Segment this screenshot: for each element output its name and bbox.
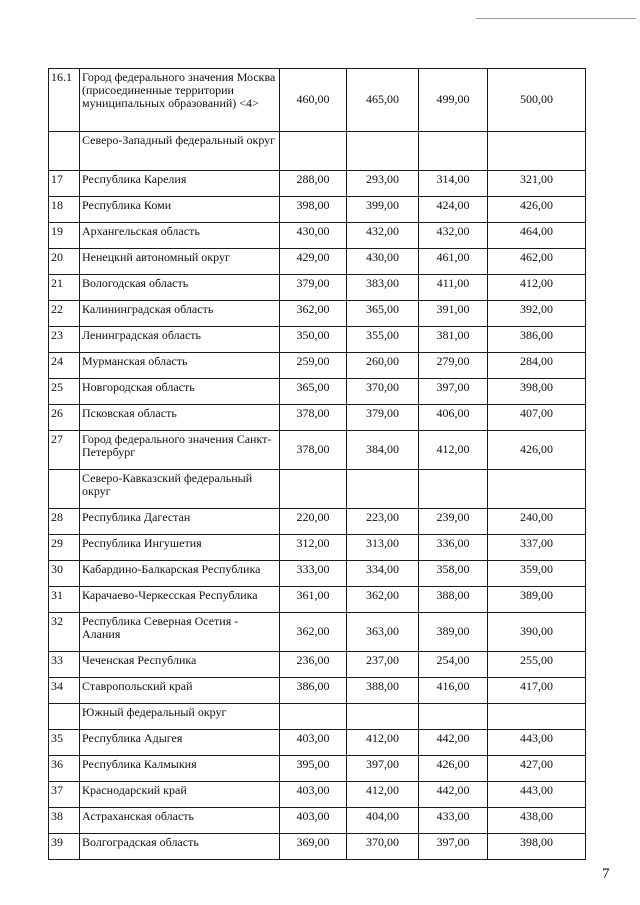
table-row xyxy=(49,327,586,353)
value-cell-3: 389,00 xyxy=(419,613,488,652)
region-name: Астраханская область xyxy=(80,808,280,834)
table-row xyxy=(49,730,586,756)
tariff-table-body xyxy=(49,69,586,860)
region-name: Калининградская область xyxy=(80,301,280,327)
value-cell-3: 239,00 xyxy=(419,509,488,535)
region-name: Республика Северная Осетия - Алания xyxy=(80,613,280,652)
region-name: Кабардино-Балкарская Республика xyxy=(80,561,280,587)
table-row xyxy=(49,223,586,249)
value-cell-2: 412,00 xyxy=(347,730,419,756)
value-cell-2: 388,00 xyxy=(347,678,419,704)
value-cell-3: 397,00 xyxy=(419,379,488,405)
value-cell-4: 427,00 xyxy=(488,756,586,782)
value-cell-1: 460,00 xyxy=(280,69,347,132)
region-name: Город федерального значения Санкт-Петербург xyxy=(80,431,280,470)
value-cell-2: 370,00 xyxy=(347,379,419,405)
value-cell-4: 337,00 xyxy=(488,535,586,561)
region-name: Город федерального значения Москва (присоединенные территории муниципальных образований) <4> xyxy=(80,69,280,132)
value-cell-3: 279,00 xyxy=(419,353,488,379)
row-number xyxy=(49,704,80,730)
tariff-table xyxy=(48,68,586,860)
row-number: 21 xyxy=(49,275,80,301)
value-cell-4: 359,00 xyxy=(488,561,586,587)
row-number: 26 xyxy=(49,405,80,431)
row-number: 35 xyxy=(49,730,80,756)
value-cell-4: 412,00 xyxy=(488,275,586,301)
region-name: Республика Калмыкия xyxy=(80,756,280,782)
value-cell-2: 379,00 xyxy=(347,405,419,431)
scan-artifact-line xyxy=(476,18,636,19)
row-number: 36 xyxy=(49,756,80,782)
value-cell-4: 398,00 xyxy=(488,379,586,405)
value-cell-4: 438,00 xyxy=(488,808,586,834)
value-cell-3 xyxy=(419,704,488,730)
row-number: 29 xyxy=(49,535,80,561)
value-cell-1: 395,00 xyxy=(280,756,347,782)
district-header-row xyxy=(49,704,586,730)
table-row xyxy=(49,587,586,613)
row-number: 31 xyxy=(49,587,80,613)
value-cell-2: 404,00 xyxy=(347,808,419,834)
table-row xyxy=(49,782,586,808)
region-name: Ленинградская область xyxy=(80,327,280,353)
row-number: 16.1 xyxy=(49,69,80,132)
value-cell-3: 336,00 xyxy=(419,535,488,561)
value-cell-4: 398,00 xyxy=(488,834,586,860)
row-number: 23 xyxy=(49,327,80,353)
table-row xyxy=(49,69,586,132)
row-number: 28 xyxy=(49,509,80,535)
value-cell-4: 464,00 xyxy=(488,223,586,249)
table-row xyxy=(49,275,586,301)
table-row xyxy=(49,834,586,860)
row-number: 27 xyxy=(49,431,80,470)
region-name: Республика Карелия xyxy=(80,171,280,197)
value-cell-3: 397,00 xyxy=(419,834,488,860)
value-cell-3: 411,00 xyxy=(419,275,488,301)
value-cell-4: 462,00 xyxy=(488,249,586,275)
value-cell-2: 237,00 xyxy=(347,652,419,678)
table-row xyxy=(49,561,586,587)
value-cell-2 xyxy=(347,704,419,730)
region-name: Ставропольский край xyxy=(80,678,280,704)
value-cell-3 xyxy=(419,132,488,171)
row-number: 33 xyxy=(49,652,80,678)
value-cell-4 xyxy=(488,704,586,730)
value-cell-2: 260,00 xyxy=(347,353,419,379)
region-name: Ненецкий автономный округ xyxy=(80,249,280,275)
value-cell-1 xyxy=(280,704,347,730)
table-row xyxy=(49,535,586,561)
value-cell-1: 259,00 xyxy=(280,353,347,379)
region-name: Архангельская область xyxy=(80,223,280,249)
value-cell-3: 432,00 xyxy=(419,223,488,249)
value-cell-4 xyxy=(488,132,586,171)
value-cell-1: 365,00 xyxy=(280,379,347,405)
row-number: 17 xyxy=(49,171,80,197)
region-name: Карачаево-Черкесская Республика xyxy=(80,587,280,613)
value-cell-1: 403,00 xyxy=(280,782,347,808)
region-name: Чеченская Республика xyxy=(80,652,280,678)
value-cell-1: 429,00 xyxy=(280,249,347,275)
value-cell-1: 386,00 xyxy=(280,678,347,704)
region-name: Республика Ингушетия xyxy=(80,535,280,561)
value-cell-2: 397,00 xyxy=(347,756,419,782)
value-cell-3: 358,00 xyxy=(419,561,488,587)
value-cell-2: 370,00 xyxy=(347,834,419,860)
value-cell-1: 288,00 xyxy=(280,171,347,197)
value-cell-4: 500,00 xyxy=(488,69,586,132)
table-row xyxy=(49,756,586,782)
value-cell-2: 412,00 xyxy=(347,782,419,808)
value-cell-3: 442,00 xyxy=(419,730,488,756)
value-cell-1: 362,00 xyxy=(280,301,347,327)
row-number xyxy=(49,470,80,509)
region-name: Псковская область xyxy=(80,405,280,431)
value-cell-2: 430,00 xyxy=(347,249,419,275)
table-row xyxy=(49,431,586,470)
value-cell-2: 313,00 xyxy=(347,535,419,561)
table-row xyxy=(49,301,586,327)
value-cell-3: 499,00 xyxy=(419,69,488,132)
row-number: 32 xyxy=(49,613,80,652)
table-row xyxy=(49,197,586,223)
value-cell-4: 407,00 xyxy=(488,405,586,431)
region-name: Краснодарский край xyxy=(80,782,280,808)
value-cell-2: 363,00 xyxy=(347,613,419,652)
value-cell-1: 398,00 xyxy=(280,197,347,223)
district-header-row xyxy=(49,132,586,171)
table-row xyxy=(49,652,586,678)
value-cell-1: 430,00 xyxy=(280,223,347,249)
row-number: 30 xyxy=(49,561,80,587)
value-cell-1: 361,00 xyxy=(280,587,347,613)
value-cell-2: 384,00 xyxy=(347,431,419,470)
value-cell-2: 293,00 xyxy=(347,171,419,197)
value-cell-3: 442,00 xyxy=(419,782,488,808)
value-cell-2: 355,00 xyxy=(347,327,419,353)
value-cell-2 xyxy=(347,132,419,171)
value-cell-1 xyxy=(280,132,347,171)
value-cell-3: 424,00 xyxy=(419,197,488,223)
value-cell-4 xyxy=(488,470,586,509)
region-name: Вологодская область xyxy=(80,275,280,301)
value-cell-1 xyxy=(280,470,347,509)
value-cell-3: 412,00 xyxy=(419,431,488,470)
table-row xyxy=(49,353,586,379)
value-cell-2: 362,00 xyxy=(347,587,419,613)
row-number: 39 xyxy=(49,834,80,860)
value-cell-4: 321,00 xyxy=(488,171,586,197)
row-number: 38 xyxy=(49,808,80,834)
value-cell-4: 240,00 xyxy=(488,509,586,535)
value-cell-4: 386,00 xyxy=(488,327,586,353)
value-cell-3: 388,00 xyxy=(419,587,488,613)
row-number: 19 xyxy=(49,223,80,249)
value-cell-1: 369,00 xyxy=(280,834,347,860)
federal-district-name: Северо-Западный федеральный округ xyxy=(80,132,280,171)
region-name: Мурманская область xyxy=(80,353,280,379)
value-cell-3: 391,00 xyxy=(419,301,488,327)
value-cell-1: 236,00 xyxy=(280,652,347,678)
value-cell-4: 392,00 xyxy=(488,301,586,327)
table-row xyxy=(49,808,586,834)
table-row xyxy=(49,678,586,704)
page-number: 7 xyxy=(602,866,610,882)
row-number: 18 xyxy=(49,197,80,223)
value-cell-4: 443,00 xyxy=(488,782,586,808)
region-name: Волгоградская область xyxy=(80,834,280,860)
federal-district-name: Северо-Кавказский федеральный округ xyxy=(80,470,280,509)
row-number: 25 xyxy=(49,379,80,405)
value-cell-2: 399,00 xyxy=(347,197,419,223)
table-row xyxy=(49,509,586,535)
value-cell-4: 284,00 xyxy=(488,353,586,379)
value-cell-1: 220,00 xyxy=(280,509,347,535)
row-number: 22 xyxy=(49,301,80,327)
value-cell-1: 378,00 xyxy=(280,431,347,470)
table-row xyxy=(49,613,586,652)
region-name: Республика Адыгея xyxy=(80,730,280,756)
row-number: 24 xyxy=(49,353,80,379)
value-cell-4: 443,00 xyxy=(488,730,586,756)
value-cell-3: 381,00 xyxy=(419,327,488,353)
region-name: Новгородская область xyxy=(80,379,280,405)
value-cell-2: 432,00 xyxy=(347,223,419,249)
value-cell-1: 378,00 xyxy=(280,405,347,431)
value-cell-3: 461,00 xyxy=(419,249,488,275)
value-cell-1: 312,00 xyxy=(280,535,347,561)
district-header-row xyxy=(49,470,586,509)
row-number: 20 xyxy=(49,249,80,275)
value-cell-4: 426,00 xyxy=(488,431,586,470)
value-cell-2: 334,00 xyxy=(347,561,419,587)
value-cell-3 xyxy=(419,470,488,509)
value-cell-1: 403,00 xyxy=(280,808,347,834)
row-number: 34 xyxy=(49,678,80,704)
federal-district-name: Южный федеральный округ xyxy=(80,704,280,730)
value-cell-4: 390,00 xyxy=(488,613,586,652)
value-cell-3: 314,00 xyxy=(419,171,488,197)
value-cell-3: 406,00 xyxy=(419,405,488,431)
value-cell-4: 389,00 xyxy=(488,587,586,613)
value-cell-1: 333,00 xyxy=(280,561,347,587)
value-cell-3: 254,00 xyxy=(419,652,488,678)
region-name: Республика Коми xyxy=(80,197,280,223)
value-cell-2: 365,00 xyxy=(347,301,419,327)
value-cell-1: 362,00 xyxy=(280,613,347,652)
value-cell-4: 426,00 xyxy=(488,197,586,223)
row-number: 37 xyxy=(49,782,80,808)
row-number xyxy=(49,132,80,171)
value-cell-4: 417,00 xyxy=(488,678,586,704)
region-name: Республика Дагестан xyxy=(80,509,280,535)
value-cell-4: 255,00 xyxy=(488,652,586,678)
table-row xyxy=(49,171,586,197)
table-row xyxy=(49,405,586,431)
value-cell-2: 465,00 xyxy=(347,69,419,132)
value-cell-2: 383,00 xyxy=(347,275,419,301)
value-cell-1: 350,00 xyxy=(280,327,347,353)
value-cell-3: 426,00 xyxy=(419,756,488,782)
table-row xyxy=(49,249,586,275)
table-row xyxy=(49,379,586,405)
value-cell-3: 416,00 xyxy=(419,678,488,704)
value-cell-1: 379,00 xyxy=(280,275,347,301)
value-cell-1: 403,00 xyxy=(280,730,347,756)
value-cell-2: 223,00 xyxy=(347,509,419,535)
value-cell-2 xyxy=(347,470,419,509)
value-cell-3: 433,00 xyxy=(419,808,488,834)
